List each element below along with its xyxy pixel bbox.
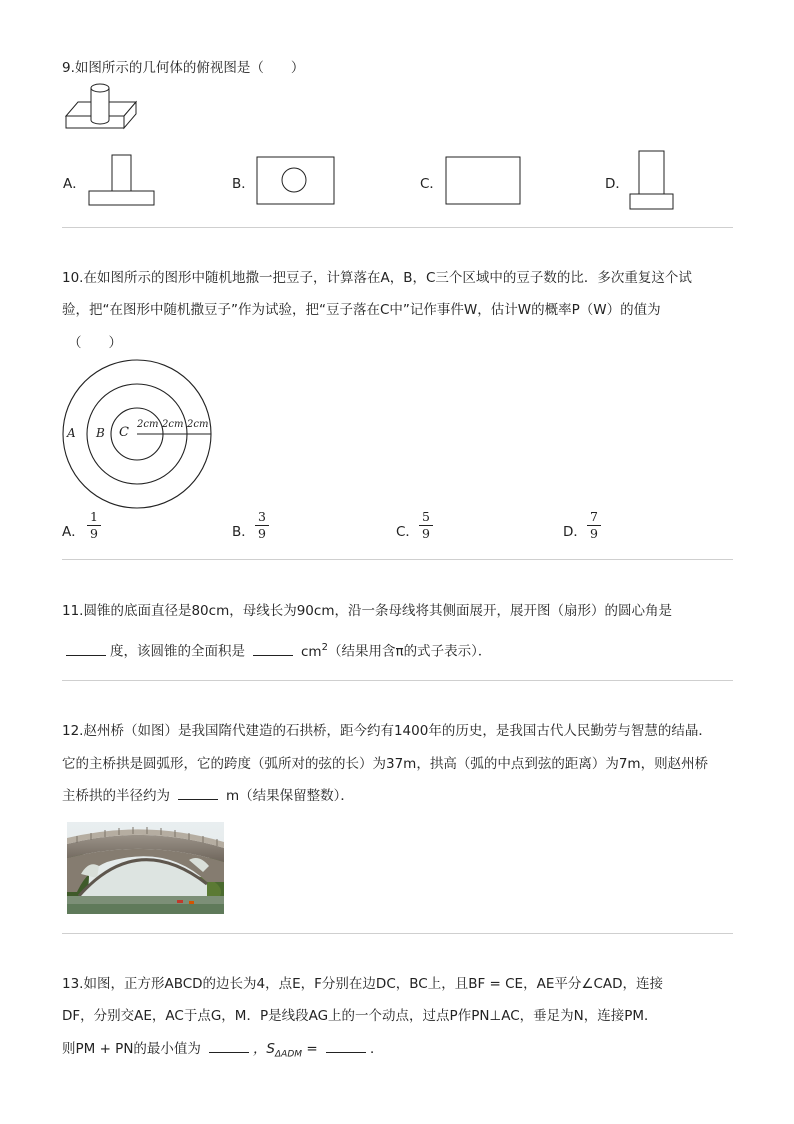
- q11-unit-cm: cm: [301, 643, 322, 660]
- fraction-numerator: 5: [422, 509, 430, 524]
- q10-region-c-label: C: [119, 425, 129, 440]
- q9-option-c-figure: [445, 156, 523, 206]
- q11-text-a: 度，该圆锥的全面积是: [110, 643, 245, 660]
- fraction-numerator: 1: [90, 509, 98, 524]
- q12-answer-blank[interactable]: [178, 787, 218, 800]
- q10-option-b-fraction: [255, 510, 269, 541]
- q10-option-c-label[interactable]: C．: [396, 524, 419, 540]
- q11-answer-blank-1[interactable]: [66, 643, 106, 656]
- q13-line2: DF，分别交AE，AC于点G，M．P是线段AG上的一个动点，过点P作PN⊥AC，垂足为N，连接PM．: [62, 1008, 658, 1024]
- q13-equals: =: [302, 1041, 322, 1057]
- q12-text-b: m（结果保留整数）．: [226, 788, 354, 804]
- q10-dim-2: 2cm: [162, 419, 184, 430]
- fraction-denominator: 9: [258, 526, 266, 541]
- q12-text-a: 主桥拱的半径约为: [62, 788, 170, 804]
- q10-option-d-fraction: [587, 510, 601, 541]
- q12-line3: [62, 786, 354, 806]
- q10-option-a-fraction: [87, 510, 101, 541]
- q11-line1: 11.圆锥的底面直径是80cm，母线长为90cm，沿一条母线将其侧面展开，展开图（扇形）的圆心角是: [62, 603, 672, 619]
- q11-answer-blank-2[interactable]: [253, 643, 293, 656]
- q12-line2: 它的主桥拱是圆弧形，它的跨度（弧所对的弦的长）为37m，拱高（弧的中点到弦的距离）为7m，则赵州桥: [62, 756, 709, 772]
- q10-line2: 验，把“在图形中随机撒豆子”作为试验，把“豆子落在C中”记作事件W，估计W的概率P（W）的值为: [62, 302, 661, 318]
- q10-option-a-label[interactable]: A．: [62, 524, 85, 540]
- q13-text-s: ，S: [252, 1041, 276, 1057]
- fraction-denominator: 9: [590, 526, 598, 541]
- divider: [62, 227, 733, 228]
- q13-subscript: ΔADM: [275, 1049, 303, 1060]
- q10-concentric-circles-figure: [62, 359, 214, 511]
- q11-line2: [62, 638, 491, 662]
- fraction-numerator: 3: [258, 509, 266, 524]
- divider: [62, 559, 733, 560]
- q10-option-c-fraction: [419, 510, 433, 541]
- q13-text-a: 则PM + PN的最小值为: [62, 1041, 201, 1057]
- q9-option-c-label[interactable]: C．: [420, 176, 443, 192]
- q10-option-b-label[interactable]: B．: [232, 524, 255, 540]
- q10-region-a-label: A: [67, 426, 76, 440]
- fraction-numerator: 7: [590, 509, 598, 524]
- q9-option-d-figure: [628, 150, 676, 212]
- q13-line1: 13.如图，正方形ABCD的边长为4，点E，F分别在边DC，BC上，且BF = CE，AE平分∠CAD，连接: [62, 976, 664, 992]
- q13-line3: [62, 1039, 383, 1065]
- q11-text-c: （结果用含π的式子表示）．: [327, 643, 492, 660]
- divider: [62, 933, 733, 934]
- q13-period: ．: [369, 1041, 384, 1057]
- q11-unit-exponent: 2: [321, 642, 328, 653]
- q9-option-a-figure: [88, 154, 156, 208]
- q10-line3: （ ）: [68, 335, 122, 351]
- divider: [62, 680, 733, 681]
- zhaozhou-bridge-photo: [67, 822, 224, 914]
- fraction-denominator: 9: [422, 526, 430, 541]
- q12-line1: 12.赵州桥（如图）是我国隋代建造的石拱桥，距今约有1400年的历史，是我国古代人民勤劳与智慧的结晶．: [62, 723, 712, 739]
- q10-line1: 10.在如图所示的图形中随机地撒一把豆子，计算落在A，B，C三个区域中的豆子数的比．多次重复这个试: [62, 270, 692, 286]
- q9-option-d-label[interactable]: D．: [605, 176, 629, 192]
- q9-stem: 9.如图所示的几何体的俯视图是（ ）: [62, 60, 305, 76]
- q9-option-a-label[interactable]: A．: [63, 176, 86, 192]
- q10-option-d-label[interactable]: D．: [563, 524, 587, 540]
- fraction-denominator: 9: [90, 526, 98, 541]
- q10-dim-3: 2cm: [187, 419, 209, 430]
- q13-answer-blank-2[interactable]: [326, 1040, 366, 1053]
- q10-dim-1: 2cm: [137, 419, 159, 430]
- q13-answer-blank-1[interactable]: [209, 1040, 249, 1053]
- q9-option-b-figure: [256, 156, 336, 206]
- q9-solid-figure: [64, 82, 140, 144]
- q10-region-b-label: B: [96, 426, 105, 440]
- q9-option-b-label[interactable]: B．: [232, 176, 255, 192]
